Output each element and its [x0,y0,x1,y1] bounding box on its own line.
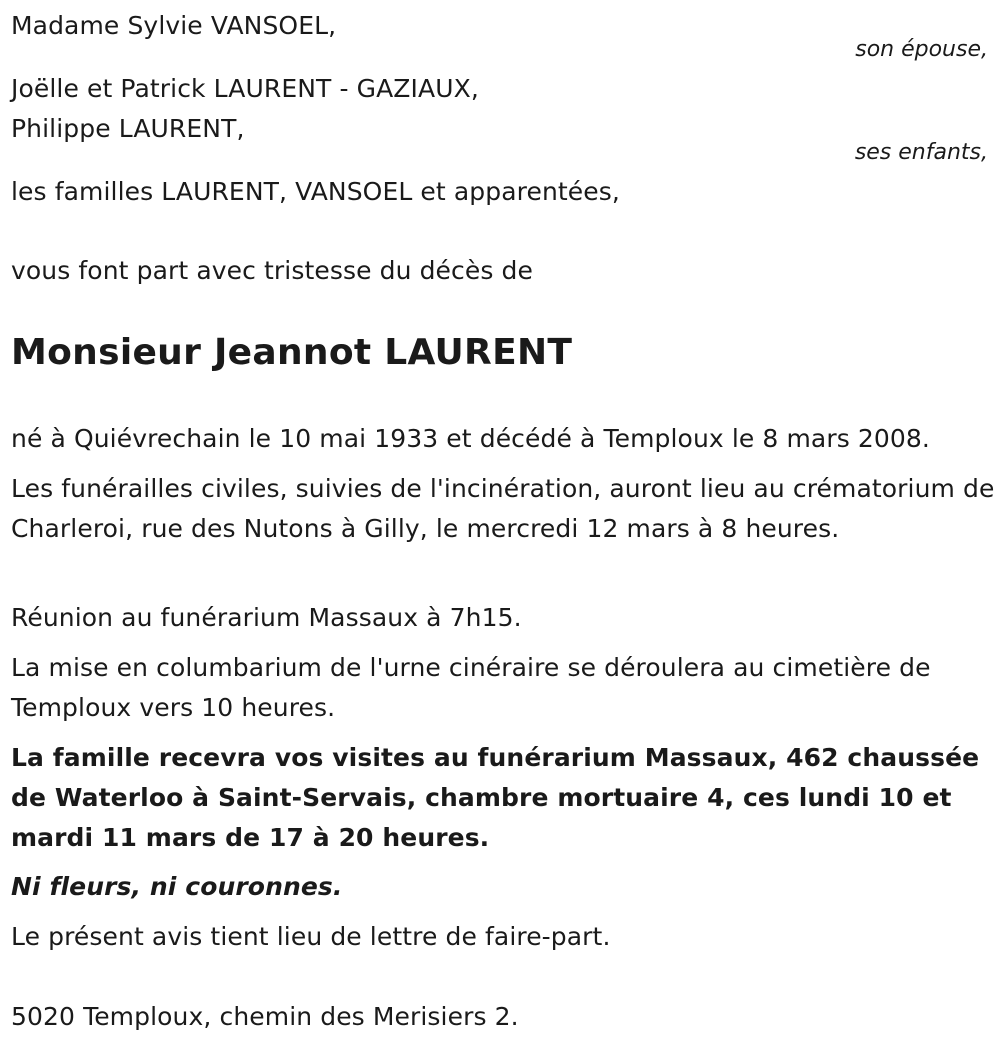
flowers-notice: Ni fleurs, ni couronnes. [11,872,343,901]
columbarium-details: La mise en columbarium de l'urne cinéraire se déroulera au cimetière de Temploux vers 10 heures. [11,653,931,722]
meeting-details: Réunion au funérarium Massaux à 7h15. [11,603,522,632]
child-couple-name: Joëlle et Patrick LAURENT - GAZIAUX, [11,74,479,103]
birth-death-details: né à Quiévrechain le 10 mai 1933 et décédé à Temploux le 8 mars 2008. [11,424,930,453]
deceased-name: Monsieur Jeannot LAURENT [11,332,573,373]
funeral-details: Les funérailles civiles, suivies de l'incinération, auront lieu au crématorium de Charleroi, rue des Nutons à Gilly, le mercredi 12 mars à 8 heures. [11,474,995,543]
visits-details: La famille recevra vos visites au funérarium Massaux, 462 chaussée de Waterloo à Saint-Servais, chambre mortuaire 4, ces lundi 10 et mardi 11 mars de 17 à 20 heures. [11,743,980,852]
family-address: 5020 Temploux, chemin des Merisiers 2. [11,1002,519,1031]
spouse-name: Madame Sylvie VANSOEL, [11,11,337,40]
announcement-text: vous font part avec tristesse du décès de [11,256,533,285]
faire-part-notice: Le présent avis tient lieu de lettre de faire-part. [11,922,611,951]
extended-families: les familles LAURENT, VANSOEL et apparentées, [11,177,620,206]
children-role-label: ses enfants, [854,140,988,165]
spouse-role-label: son épouse, [855,37,988,62]
child-name: Philippe LAURENT, [11,114,245,143]
